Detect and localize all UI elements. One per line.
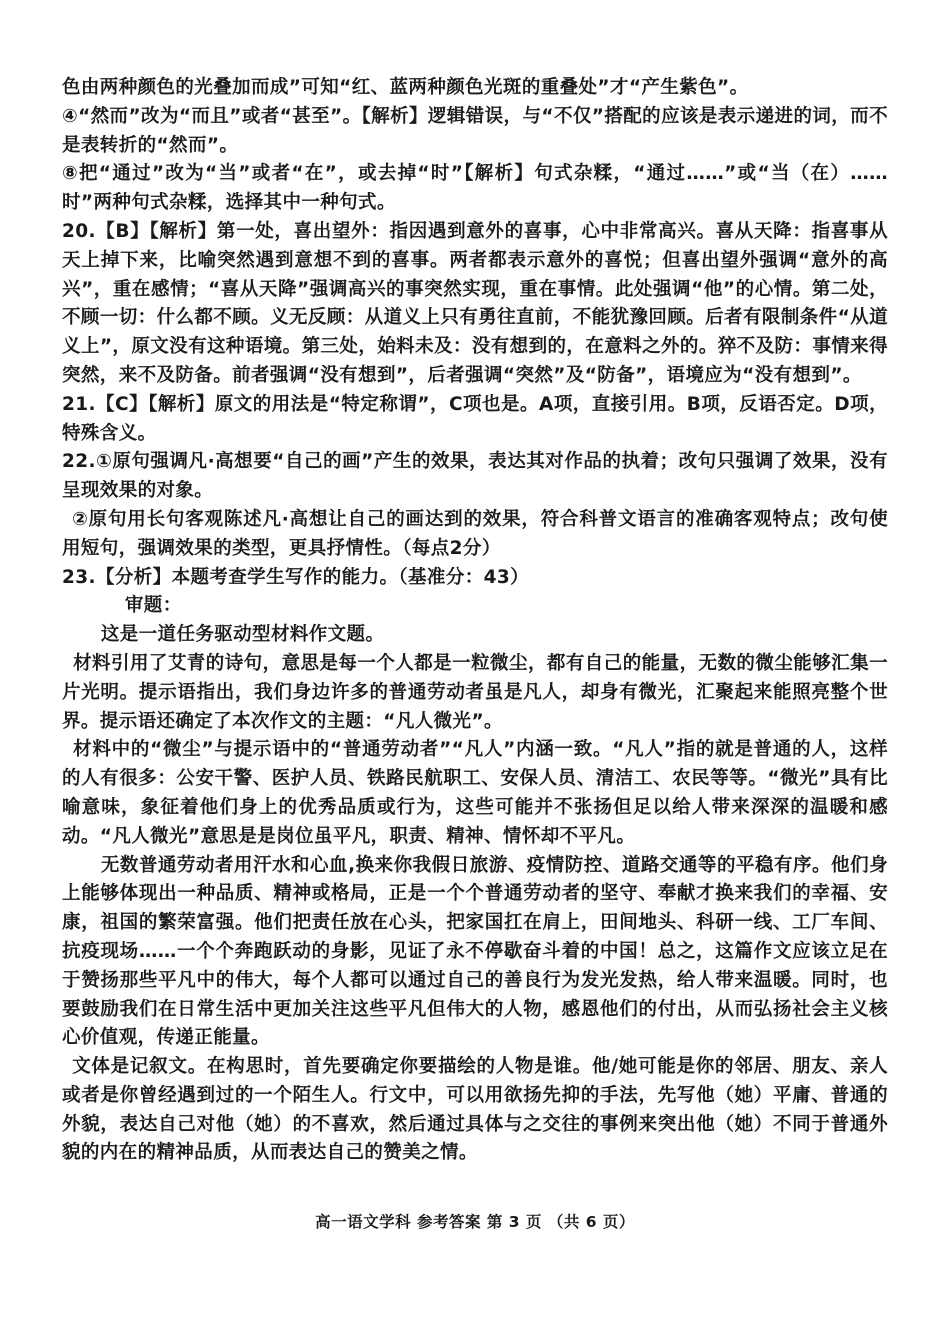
page-footer: 高一语文学科 参考答案 第 3 页 （共 6 页）: [315, 1213, 635, 1231]
paragraph-ordinary-people: 材料中的“微尘”与提示语中的“普通劳动者”“凡人”内涵一致。“凡人”指的就是普通的人，这样的人有很多：公安干警、医护人员、铁路民航职工、安保人员、清洁工、农民等等。“微光”具有比喻意味，象征着他们身上的优秀品质或行为，这些可能并不张扬但足以给人带来深深的温暖和感动。“凡人微光”意思是是岗位虽平凡，职责、精神、情怀却不平凡。: [62, 739, 888, 847]
paragraph-task-type: 这是一道任务驱动型材料作文题。: [100, 624, 385, 646]
paragraph-item-8: ⑧把“通过”改为“当”或者“在”，或去掉“时”【解析】句式杂糅，“通过……”或“当（在）……时”两种句式杂糅，选择其中一种句式。: [62, 163, 888, 214]
paragraph-q20: 20.【B】【解析】第一处，喜出望外：指因遇到意外的喜事，心中非常高兴。喜从天降：指喜事从天上掉下来，比喻突然遇到意想不到的喜事。两者都表示意外的喜悦；但喜出望外强调“意外的高兴”，重在感情；“喜从天降”强调高兴的事突然实现，重在事情。此处强调“他”的心情。第二处，不顾一切：什么都不顾。义无反顾：从道义上只有勇往直前，不能犹豫回顾。后者有限制条件“从道义上”，原文没有这种语境。第三处，始料未及：没有想到的，在意料之外的。猝不及防：事情来得突然，来不及防备。前者强调“没有想到”，后者强调“突然”及“防备”，语境应为“没有想到”。: [62, 220, 888, 386]
paragraph-q23-heading: 23.【分析】本题考查学生写作的能力。（基准分：43）: [62, 566, 530, 588]
paragraph-genre: 文体是记叙文。在构思时，首先要确定你要描绘的人物是谁。他/她可能是你的邻居、朋友、亲人或者是你曾经遇到过的一个陌生人。行文中，可以用欲扬先抑的手法，先写他（她）平庸、普通的外貌，表达自己对他（她）的不喜欢，然后通过具体与之交往的事例来突出他（她）不同于普通外貌的内在的精神品质，从而表达自己的赞美之情。: [62, 1056, 888, 1164]
paragraph-laborers: 无数普通劳动者用汗水和心血,换来你我假日旅游、疫情防控、道路交通等的平稳有序。他们身上能够体现出一种品质、精神或格局，正是一个个普通劳动者的坚守、奉献才换来我们的幸福、安康，祖国的繁荣富强。他们把责任放在心头，把家国扛在肩上，田间地头、科研一线、工厂车间、抗疫现场……一个个奔跑跃动的身影，见证了永不停歇奋斗着的中国！总之，这篇作文应该立足在于赞扬那些平凡中的伟大，每个人都可以通过自己的善良行为发光发热，给人带来温暖。同时，也要鼓励我们在日常生活中更加关注这些平凡但伟大的人物，感恩他们的付出，从而弘扬社会主义核心价值观，传递正能量。: [62, 854, 888, 1049]
paragraph-material-meaning: 材料引用了艾青的诗句，意思是每一个人都是一粒微尘，都有自己的能量，无数的微尘能够汇集一片光明。提示语指出，我们身边许多的普通劳动者虽是凡人，却身有微光，汇聚起来能照亮整个世界。提示语还确定了本次作文的主题：“凡人微光”。: [62, 652, 888, 732]
paragraph-item-4: ④“然而”改为“而且”或者“甚至”。【解析】逻辑错误，与“不仅”搭配的应该是表示递进的词，而不是表转折的“然而”。: [62, 105, 888, 156]
paragraph-color-overlap: 色由两种颜色的光叠加而成”可知“红、蓝两种颜色光斑的重叠处”才“产生紫色”。: [62, 77, 749, 98]
paragraph-q22-1: 22.①原句强调凡·高想要“自己的画”产生的效果，表达其对作品的执着；改句只强调了效果，没有呈现效果的对象。: [62, 451, 888, 502]
paragraph-q22-2: ②原句用长句客观陈述凡·高想让自己的画达到的效果，符合科普文语言的准确客观特点；改句使用短句，强调效果的类型，更具抒情性。（每点2分）: [62, 508, 888, 559]
paragraph-q21: 21.【C】【解析】原文的用法是“特定称谓”，C项也是。A项，直接引用。B项，反语否定。D项，特殊含义。: [62, 393, 888, 444]
paragraph-shenti: 审题：: [124, 595, 182, 617]
